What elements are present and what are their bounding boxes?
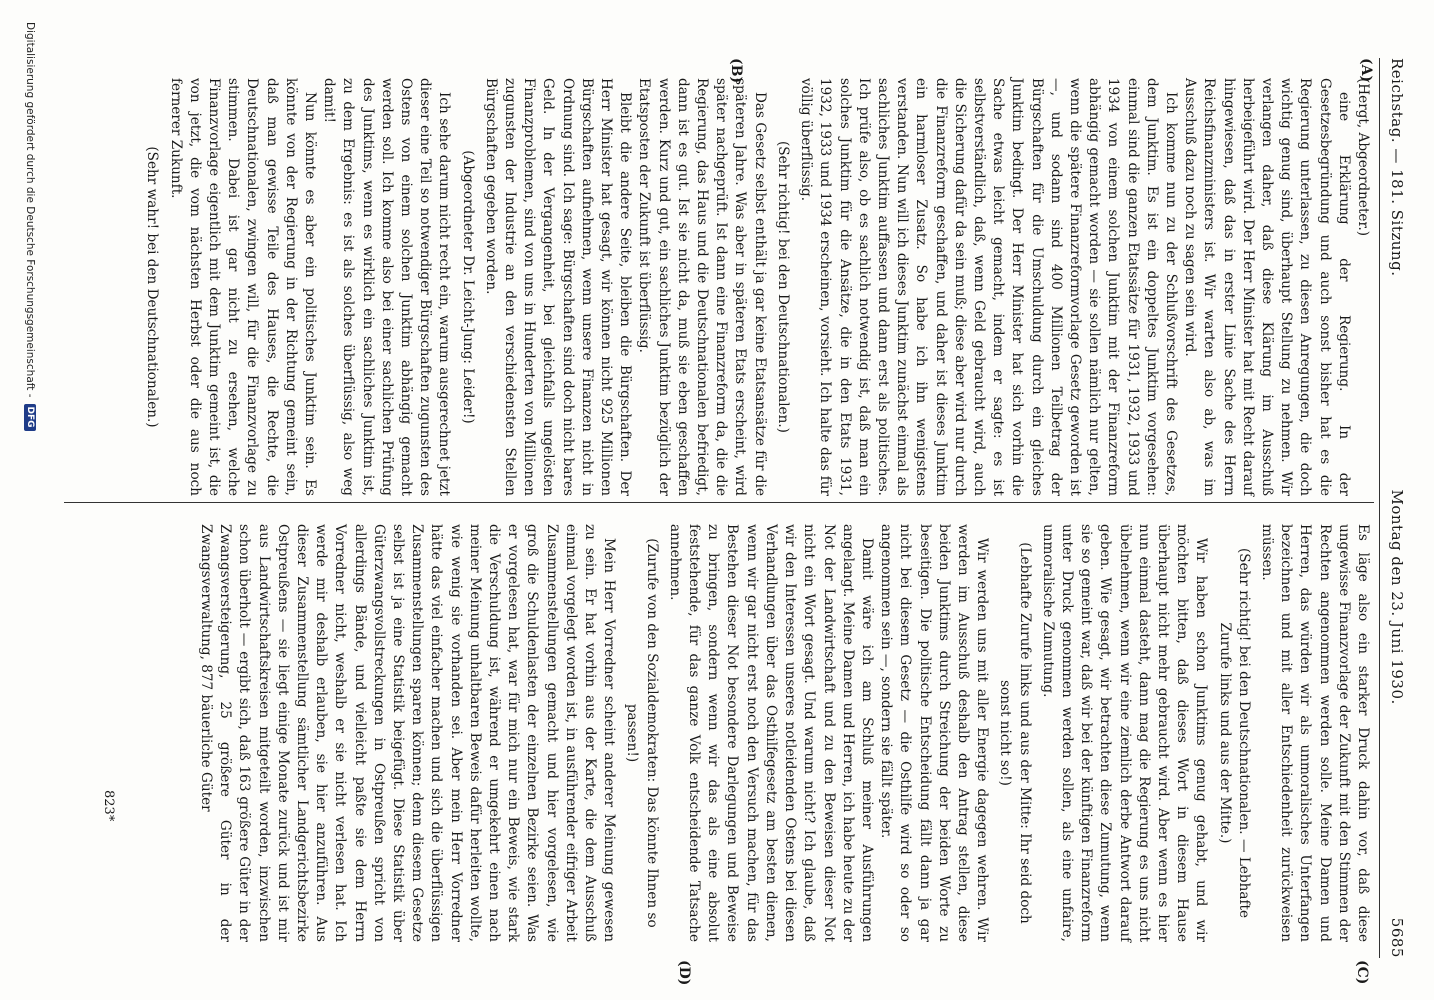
- speaker-line: (Hergt, Abgeordneter.): [1355, 78, 1371, 237]
- left-column: [138, 78, 1372, 496]
- interjection: (Sehr wahr! bei den Deutschnationalen.): [144, 146, 161, 428]
- paragraph: Wir werden uns mit aller Energie dagegen wehren. Wir werden im Ausschuß deshalb den Antrag stellen, diese beiden Junktims durch Streichung der beiden Worte zu beseitigen. Die politische Entscheidung fällt dann ja gar nicht bei diesem Gesetz — die Osthilfe wird so oder so angenommen sein —, sondern sie fällt später.: [878, 524, 991, 942]
- interjection: (Lebhafte Zurufe links und aus der Mitte: Ihr seid doch sonst nicht so!): [997, 542, 1033, 924]
- interjection: (Sehr richtig! bei den Deutschnationalen. — Lebhafte Zurufe links und aus der Mitte.): [1216, 547, 1252, 919]
- paragraph: Ich komme nun zu der Schlußvorschrift des Gesetzes, dem Junktim. Es ist ein doppeltes Junktim vorgesehen: einmal sind die ganzen Etatssätze für 1931, 1932, 1933 und 1934 von einem solchen Junktim mit der Finanzreform abhängig gemacht worden — sie sollen nämlich nur gelten, wenn die spätere Finanzreformvorlage Gesetz geworden ist —, und sodann sind 400 Millionen Teilbetrag der Bürgschaften für die Umschuldung durch ein gleiches Junktim bedingt. Der Herr Minister hat sich vorhin die Sache etwas leicht gemacht, indem er sagte: es ist selbstverständlich, daß, wenn Geld gebraucht wird, auch die Sicherung dafür da sein muß; diese aber wird nur durch die Finanzreform geschaffen, und daher ist dieses Junktim ein harmloser Zusatz. So habe ich ihn wenigstens verstanden. Nun will ich dieses Junktim zunächst einmal als sachliches Junktim auffassen und dann erst als politisches. Ich prüfe also, ob es sachlich notwendig ist, daß man ein solches Junktim für die Ansätze, die in den Etats 1931, 1932, 1933 und 1934 erscheinen, vorsieht. Ich halte das für völlig überflüssig.: [798, 78, 1179, 496]
- header-page-number: 5685: [1388, 917, 1406, 958]
- paragraph: Ich sehe darum nicht recht ein, warum ausgerechnet jetzt dieser eine Teil so notwendiger Bürgschaften zugunsten des Ostens von einem solchen Junktim abhängig gemacht werden soll. Ich komme also bei einer sachlichen Prüfung des Junktims, wenn es wirklich ein sachliches Junktim ist, zu dem Ergebnis: es ist als solches überflüssig, also weg damit!: [321, 78, 453, 496]
- interjection: (Sehr richtig! bei den Deutschnationalen.): [774, 141, 791, 433]
- footer-page-number: 823*: [101, 790, 116, 822]
- digitization-note: [24, 22, 36, 982]
- paragraph: Damit wäre ich am Schluß meiner Ausführungen angelangt. Meine Damen und Herren, ich habe heute zu der Not der Landwirtschaft und zu den Beweisen dieser Not nicht ein Wort gesagt. Und warum nicht? Ich glaube, daß wir den Interessen unseres notleidenden Ostens bei diesen Verhandlungen über das Osthilfegesetz am besten dienen, wenn wir gar nicht erst noch den Versuch machen, für das Bestehen dieser Not besondere Darlegungen und Beweise zu bringen, sondern wenn wir das als eine absolut feststehende, für das ganze Volk entscheidende Tatsache annehmen.: [666, 524, 875, 942]
- margin-marker-a: (A): [1358, 58, 1374, 83]
- header-center: Montag den 23. Juni 1930.: [1388, 489, 1406, 705]
- interjection: (Zurufe von den Sozialdemokraten: Das könnte Ihnen so passen!): [624, 538, 660, 928]
- paragraph: Mein Herr Vorredner scheint anderer Meinung gewesen zu sein. Er hat vorhin aus der Karte, die dem Ausschuß einmal vorgelegt worden ist, in ausführender eifriger Arbeit Zusammenstellungen gemacht und hier vorgelesen, wie groß die Schuldenlasten der einzelnen Bezirke seien. Was er vorgelesen hat, war für mich nur ein Beweis, wie stark die Verschuldung ist, während er umgekehrt einen nach meiner Meinung unhaltbaren Beweis dafür herleiten wollte, wie wenig sie vorhanden sei. Aber mein Herr Vorredner hätte das viel einfacher machen und sich die überflüssigen Zusammenstellungen sparen können; denn diesem Gesetze selbst ist ja eine Statistik beigefügt. Diese Statistik über Güterzwangsvollstreckungen in Ostpreußen spricht von allerdings Bände, und vielleicht paßte sie dem Herrn Vorredner nicht, weshalb er sie nicht verlesen hat. Ich werde mir deshalb erlauben, sie hier anzuführen. Aus dieser Zusammenstellung sämtlicher Landgerichtsbezirke Ostpreußens — sie liegt einige Monate zurück und ist mir aus Landwirtschaftskreisen mitgeteilt worden, inzwischen schon überholt — ergibt sich, daß 163 größere Güter in der Zwangsversteigerung, 25 größere Güter in der Zwangsverwaltung, 877 bäuerliche Güter: [198, 524, 618, 942]
- page-header: [1388, 58, 1406, 958]
- interjection: (Abgeordneter Dr. Leicht-Jung: Leider!): [459, 150, 476, 424]
- header-rule: [1379, 58, 1380, 958]
- margin-marker-d: (D): [676, 960, 692, 986]
- paragraph: Bleibt die andere Seite, bleiben die Bürgschaften. Der Herr Minister hat gesagt, wir können nicht 925 Millionen Bürgschaften aufnehmen, wenn unsere Finanzen nicht in Ordnung sind. Ich sage: Bürgschaften sind doch nicht bares Geld. In der Vergangenheit, bei gleichfalls ungelösten Finanzproblemen, sind von uns in Hunderten von Millionen zugunsten der Industrie an den verschiedensten Stellen Bürgschaften gegeben worden.: [482, 78, 634, 496]
- paragraph: Das Gesetz selbst enthält ja gar keine Etatsansätze für die späteren Jahre. Was aber in späteren Etats erscheint, wird später nachgeprüft. Ist dann eine Finanzreform da, die die Regierung, das Haus und die Deutschnationalen befriedigt, dann ist es gut. Ist sie nicht da, muß sie eben geschaffen werden. Kurz und gut, ein sachliches Junktim bezüglich der Etatsposten der Zukunft ist überflüssig.: [636, 78, 768, 496]
- digitization-text: Digitalisierung gefördert durch die Deutsche Forschungsgemeinschaft -: [24, 22, 36, 398]
- paragraph: Es läge also ein starker Druck dahin vor, daß diese ungewisse Finanzvorlage der Zukunft mit den Stimmen der Rechten angenommen werden solle. Meine Damen und Herren, das würden wir als unmoralisches Unterfangen bezeichnen und mit aller Entschiedenheit zurückweisen müssen.: [1258, 524, 1371, 942]
- margin-marker-b: (B): [728, 58, 744, 84]
- dfg-logo: DFG: [24, 404, 36, 431]
- header-left: Reichstag. — 181. Sitzung.: [1388, 58, 1406, 277]
- paragraph: eine Erklärung der Regierung. In der Gesetzesbegründung und auch sonst bisher hat es die Regierung unterlassen, zu diesen Anregungen, die doch wichtig genug sind, überhaupt Stellung zu nehmen. Wir verlangen daher, daß diese Klärung im Ausschuß herbeigeführt wird. Der Herr Minister hat mit Recht darauf hingewiesen, daß das in erster Linie Sache des Herrn Reichsfinanzministers ist. Wir warten also ab, was im Ausschuß dazu noch zu sagen sein wird.: [1182, 78, 1352, 496]
- right-column: [196, 524, 1372, 942]
- paragraph: Wir haben schon Junktims genug gehabt, und wir möchten bitten, daß dieses Wort in diesem Hause überhaupt nicht mehr gebraucht wird. Aber wenn es hier nun einmal dasteht, dann mag die Regierung es uns nicht übelnehmen, wenn wir eine ziemlich derbe Antwort darauf geben. Wie gesagt, wir betrachten diese Zumutung, wenn sie so gemeint war, daß wir bei der künftigen Finanzreform unter Druck genommen werden sollen, als eine unfaire, unmoralische Zumutung.: [1039, 524, 1210, 942]
- column-divider: [64, 502, 1374, 503]
- paragraph: Nun könnte es aber ein politisches Junktim sein. Es könnte von der Regierung in der Richtung gemeint sein, daß man gewisse Teile des Hauses, die Rechte, die Deutschnationalen, zwingen will, für die Finanzvorlage zu stimmen. Dabei ist gar nicht zu ersehen, welche Finanzvorlage eigentlich mit dem Junktim gemeint ist, die von jetzt, die vom nächsten Herbst oder die aus noch fernerer Zukunft.: [167, 78, 319, 496]
- margin-marker-c: (C): [1354, 960, 1370, 985]
